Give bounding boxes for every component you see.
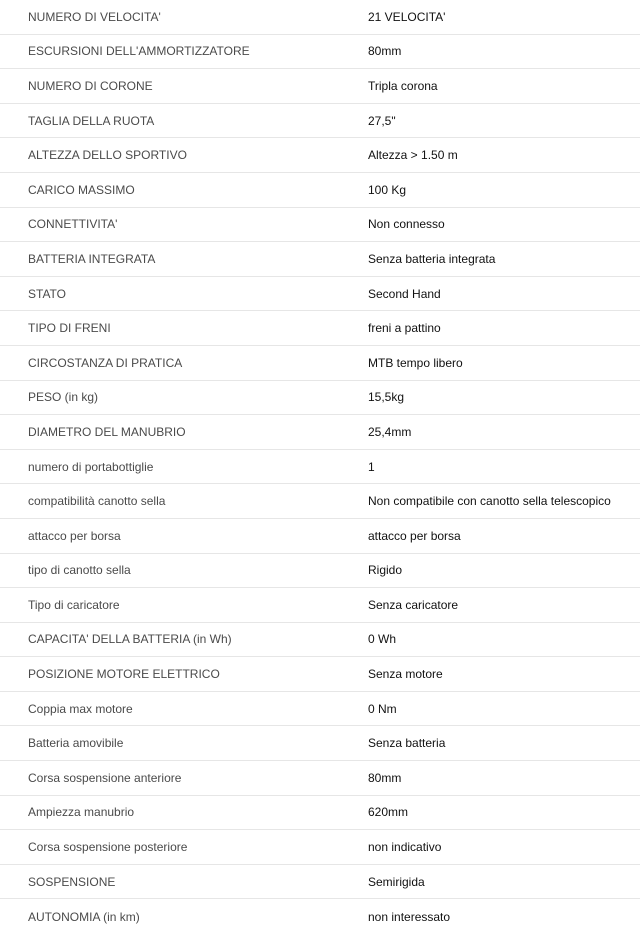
- spec-row: [0, 104, 640, 139]
- spec-row: [0, 0, 640, 35]
- spec-value: 25,4mm: [368, 424, 412, 439]
- spec-label: Coppia max motore: [28, 701, 133, 716]
- spec-value: Tripla corona: [368, 78, 438, 93]
- spec-label: TIPO DI FRENI: [28, 321, 111, 336]
- spec-row: [0, 623, 640, 658]
- spec-row: [0, 761, 640, 796]
- spec-value: 21 VELOCITA': [368, 9, 446, 24]
- spec-label: CIRCOSTANZA DI PRATICA: [28, 355, 183, 370]
- spec-row: [0, 484, 640, 519]
- spec-label: NUMERO DI VELOCITA': [28, 9, 161, 24]
- spec-value: Senza batteria: [368, 736, 446, 751]
- spec-value: 1: [368, 459, 375, 474]
- spec-label: STATO: [28, 286, 67, 301]
- spec-row: [0, 381, 640, 416]
- spec-label: tipo di canotto sella: [28, 563, 131, 578]
- spec-label: ALTEZZA DELLO SPORTIVO: [28, 148, 187, 163]
- spec-value: 27,5": [368, 113, 396, 128]
- spec-value: Rigido: [368, 563, 403, 578]
- spec-row: [0, 830, 640, 865]
- spec-value: 100 Kg: [368, 182, 407, 197]
- spec-row: [0, 865, 640, 900]
- spec-row: [0, 35, 640, 70]
- spec-label: ESCURSIONI DELL'AMMORTIZZATORE: [28, 44, 250, 59]
- spec-row: [0, 138, 640, 173]
- spec-value: non indicativo: [368, 840, 442, 855]
- spec-value: Altezza > 1.50 m: [368, 148, 458, 163]
- spec-label: Ampiezza manubrio: [28, 805, 135, 820]
- spec-value: Non compatibile con canotto sella telescopico: [368, 494, 611, 509]
- spec-label: DIAMETRO DEL MANUBRIO: [28, 424, 186, 439]
- spec-label: NUMERO DI CORONE: [28, 78, 153, 93]
- spec-row: [0, 208, 640, 243]
- spec-value: Second Hand: [368, 286, 441, 301]
- spec-row: [0, 692, 640, 727]
- spec-label: Corsa sospensione anteriore: [28, 770, 182, 785]
- spec-label: CAPACITA' DELLA BATTERIA (in Wh): [28, 632, 232, 647]
- spec-value: 0 Wh: [368, 632, 397, 647]
- spec-value: freni a pattino: [368, 321, 441, 336]
- spec-label: Corsa sospensione posteriore: [28, 840, 188, 855]
- spec-value: Senza motore: [368, 667, 443, 682]
- spec-value: Senza caricatore: [368, 597, 459, 612]
- spec-label: TAGLIA DELLA RUOTA: [28, 113, 155, 128]
- spec-label: SOSPENSIONE: [28, 874, 116, 889]
- spec-row: [0, 277, 640, 312]
- spec-row: [0, 899, 640, 934]
- spec-row: [0, 657, 640, 692]
- spec-value: Senza batteria integrata: [368, 251, 496, 266]
- spec-value: 80mm: [368, 44, 402, 59]
- spec-value: 15,5kg: [368, 390, 405, 405]
- spec-label: Tipo di caricatore: [28, 597, 120, 612]
- spec-row: [0, 450, 640, 485]
- spec-row: [0, 726, 640, 761]
- spec-label: compatibilità canotto sella: [28, 494, 166, 509]
- spec-label: CONNETTIVITA': [28, 217, 118, 232]
- spec-value: MTB tempo libero: [368, 355, 463, 370]
- spec-label: PESO (in kg): [28, 390, 99, 405]
- spec-label: POSIZIONE MOTORE ELETTRICO: [28, 667, 220, 682]
- spec-row: [0, 242, 640, 277]
- spec-label: BATTERIA INTEGRATA: [28, 251, 156, 266]
- spec-value: 0 Nm: [368, 701, 397, 716]
- spec-row: [0, 415, 640, 450]
- spec-label: numero di portabottiglie: [28, 459, 154, 474]
- spec-value: Non connesso: [368, 217, 445, 232]
- spec-label: AUTONOMIA (in km): [28, 909, 140, 924]
- spec-label: Batteria amovibile: [28, 736, 124, 751]
- spec-value: 80mm: [368, 770, 402, 785]
- spec-row: [0, 346, 640, 381]
- spec-row: [0, 173, 640, 208]
- spec-label: CARICO MASSIMO: [28, 182, 135, 197]
- spec-row: [0, 519, 640, 554]
- spec-row: [0, 588, 640, 623]
- spec-row: [0, 796, 640, 831]
- spec-value: Semirigida: [368, 874, 425, 889]
- spec-row: [0, 554, 640, 589]
- spec-row: [0, 311, 640, 346]
- spec-row: [0, 69, 640, 104]
- spec-value: non interessato: [368, 909, 451, 924]
- spec-value: 620mm: [368, 805, 409, 820]
- spec-value: attacco per borsa: [368, 528, 461, 543]
- spec-label: attacco per borsa: [28, 528, 121, 543]
